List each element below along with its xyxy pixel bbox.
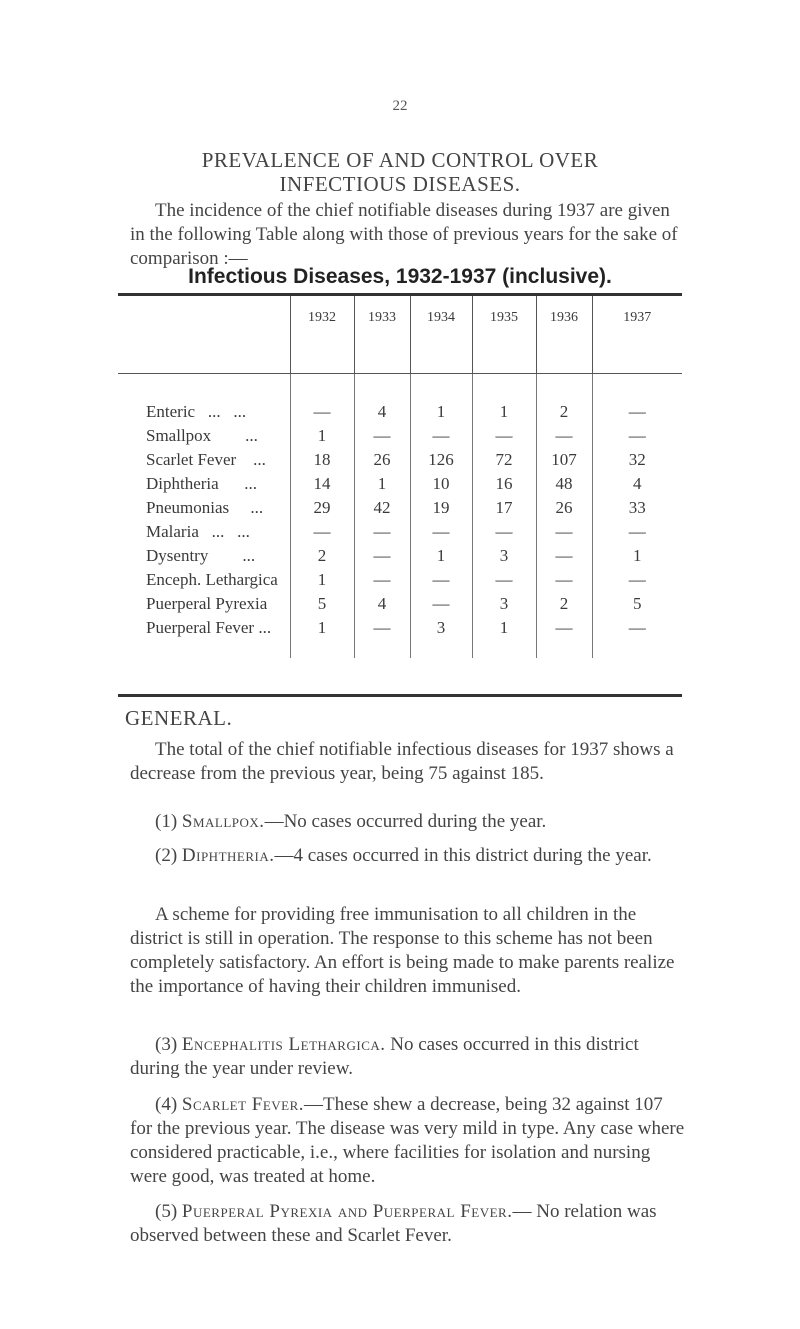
case-count-cell: — — [536, 616, 592, 640]
case-count-cell: — — [354, 424, 410, 448]
case-count-cell: — — [536, 568, 592, 592]
header-corner — [118, 296, 290, 374]
general-paragraph-total: The total of the chief notifiable infectious diseases for 1937 shows a decrease from the previous year, being 75 against 185. — [130, 739, 674, 784]
disease-name-cell: Enceph. Lethargica — [146, 570, 278, 589]
case-count-cell: 2 — [536, 400, 592, 424]
smallpox-label: Smallpox. — [181, 811, 265, 832]
title-line-1: PREVALENCE OF AND CONTROL OVER — [201, 148, 599, 172]
table-spacer-row — [118, 374, 682, 401]
year-header: 1934 — [410, 296, 472, 374]
case-count-cell: 5 — [290, 592, 354, 616]
case-count-cell: 10 — [410, 472, 472, 496]
case-count-cell: — — [536, 520, 592, 544]
year-header: 1935 — [472, 296, 536, 374]
disease-name-cell: Enteric ... ... — [146, 402, 247, 421]
case-count-cell: 29 — [290, 496, 354, 520]
diphtheria-label: Diphtheria. — [181, 845, 275, 866]
case-count-cell: — — [290, 400, 354, 424]
table-row — [118, 496, 682, 520]
case-count-cell: 3 — [472, 544, 536, 568]
table-row — [118, 544, 682, 568]
case-count-cell: 26 — [354, 448, 410, 472]
case-count-cell: 2 — [536, 592, 592, 616]
case-count-cell: — — [592, 568, 682, 592]
case-count-cell: — — [410, 568, 472, 592]
case-count-cell: 4 — [354, 592, 410, 616]
table-row — [118, 424, 682, 448]
general-heading: GENERAL. — [125, 706, 233, 730]
case-count-cell: — — [592, 520, 682, 544]
diphtheria-number: (2) — [155, 845, 182, 866]
case-count-cell: — — [410, 592, 472, 616]
scarlet-fever-paragraph — [130, 1093, 685, 1189]
case-count-cell: 4 — [354, 400, 410, 424]
case-count-cell: 32 — [592, 448, 682, 472]
case-count-cell: — — [592, 424, 682, 448]
case-count-cell: 1 — [354, 472, 410, 496]
case-count-cell: 42 — [354, 496, 410, 520]
disease-name-cell: Puerperal Fever ... — [146, 618, 272, 637]
case-count-cell: 72 — [472, 448, 536, 472]
table-title: Infectious Diseases, 1932-1937 (inclusive). — [188, 265, 612, 288]
case-count-cell: 1 — [290, 424, 354, 448]
case-count-cell: 5 — [592, 592, 682, 616]
disease-name-cell: Scarlet Fever ... — [146, 450, 266, 469]
table-header-row — [118, 296, 682, 374]
case-count-cell: 1 — [472, 400, 536, 424]
scarlet-fever-label: Scarlet Fever. — [181, 1094, 305, 1115]
case-count-cell: — — [290, 520, 354, 544]
case-count-cell: — — [354, 520, 410, 544]
case-count-cell: 107 — [536, 448, 592, 472]
case-count-cell: — — [354, 568, 410, 592]
scarlet-fever-text: —These shew a decrease, being 32 against 107 for the previous year. The disease was very mild in type. Any case where considered practicable, i.e., where facilities for isolation and nursing were good, was treated at home. — [130, 1094, 685, 1187]
table-row — [118, 400, 682, 424]
case-count-cell: — — [536, 424, 592, 448]
case-count-cell: — — [354, 544, 410, 568]
puerperal-text: — No relation was observed between these and Scarlet Fever. — [130, 1201, 657, 1246]
puerperal-label: Puerperal Pyrexia and Puerperal Fever. — [181, 1201, 513, 1222]
case-count-cell: — — [472, 520, 536, 544]
diphtheria-text: —4 cases occurred in this district during the year. — [274, 845, 652, 866]
disease-name-cell: Malaria ... ... — [146, 522, 250, 541]
case-count-cell: 19 — [410, 496, 472, 520]
smallpox-text: —No cases occurred during the year. — [264, 811, 547, 832]
case-count-cell: 126 — [410, 448, 472, 472]
table-row — [118, 616, 682, 640]
case-count-cell: — — [592, 616, 682, 640]
scarlet-fever-number: (4) — [155, 1094, 182, 1115]
table-bottom-row — [118, 640, 682, 658]
case-count-cell: — — [472, 424, 536, 448]
year-header: 1936 — [536, 296, 592, 374]
disease-name-cell: Diphtheria ... — [146, 474, 257, 493]
puerperal-paragraph — [130, 1200, 685, 1248]
case-count-cell: 17 — [472, 496, 536, 520]
case-count-cell: 1 — [290, 568, 354, 592]
diphtheria-paragraph — [130, 844, 685, 868]
case-count-cell: — — [592, 400, 682, 424]
intro-paragraph: The incidence of the chief notifiable diseases during 1937 are given in the following Table along with those of previous years for the sake of comparison :— — [130, 200, 678, 269]
case-count-cell: 1 — [410, 544, 472, 568]
page-number: 22 — [392, 98, 408, 114]
smallpox-paragraph — [130, 810, 685, 834]
page-title — [120, 148, 680, 196]
year-header: 1932 — [290, 296, 354, 374]
case-count-cell: 1 — [410, 400, 472, 424]
case-count-cell: — — [472, 568, 536, 592]
case-count-cell: 16 — [472, 472, 536, 496]
case-count-cell: — — [536, 544, 592, 568]
case-count-cell: 2 — [290, 544, 354, 568]
case-count-cell: 1 — [592, 544, 682, 568]
case-count-cell: 26 — [536, 496, 592, 520]
case-count-cell: 14 — [290, 472, 354, 496]
case-count-cell: 1 — [472, 616, 536, 640]
disease-name-cell: Puerperal Pyrexia — [146, 594, 268, 613]
title-line-2: INFECTIOUS DISEASES. — [279, 172, 521, 196]
encephalitis-label: Encephalitis Lethargica. — [181, 1034, 386, 1055]
table-row — [118, 472, 682, 496]
year-header: 1933 — [354, 296, 410, 374]
case-count-cell: 18 — [290, 448, 354, 472]
table-row — [118, 448, 682, 472]
case-count-cell: — — [354, 616, 410, 640]
case-count-cell: 1 — [290, 616, 354, 640]
case-count-cell: 33 — [592, 496, 682, 520]
case-count-cell: 4 — [592, 472, 682, 496]
encephalitis-text: No cases occurred in this district during the year under review. — [130, 1034, 639, 1079]
case-count-cell: 3 — [410, 616, 472, 640]
immunisation-paragraph: A scheme for providing free immunisation to all children in the district is still in operation. The response to this scheme has not been completely satisfactory. An effort is being made to make parents realize the importance of having their children immunised. — [130, 904, 675, 997]
disease-name-cell: Smallpox ... — [146, 426, 258, 445]
disease-name-cell: Dysentry ... — [146, 546, 256, 565]
year-header: 1937 — [592, 296, 682, 374]
case-count-cell: — — [410, 424, 472, 448]
case-count-cell: 3 — [472, 592, 536, 616]
disease-name-cell: Pneumonias ... — [146, 498, 264, 517]
encephalitis-number: (3) — [155, 1034, 182, 1055]
encephalitis-paragraph — [130, 1033, 685, 1081]
smallpox-number: (1) — [155, 811, 182, 832]
infectious-diseases-table — [118, 296, 682, 658]
case-count-cell: 48 — [536, 472, 592, 496]
case-count-cell: — — [410, 520, 472, 544]
table-row — [118, 592, 682, 616]
diseases-table-frame — [118, 293, 682, 697]
table-row — [118, 520, 682, 544]
puerperal-number: (5) — [155, 1201, 182, 1222]
table-row — [118, 568, 682, 592]
